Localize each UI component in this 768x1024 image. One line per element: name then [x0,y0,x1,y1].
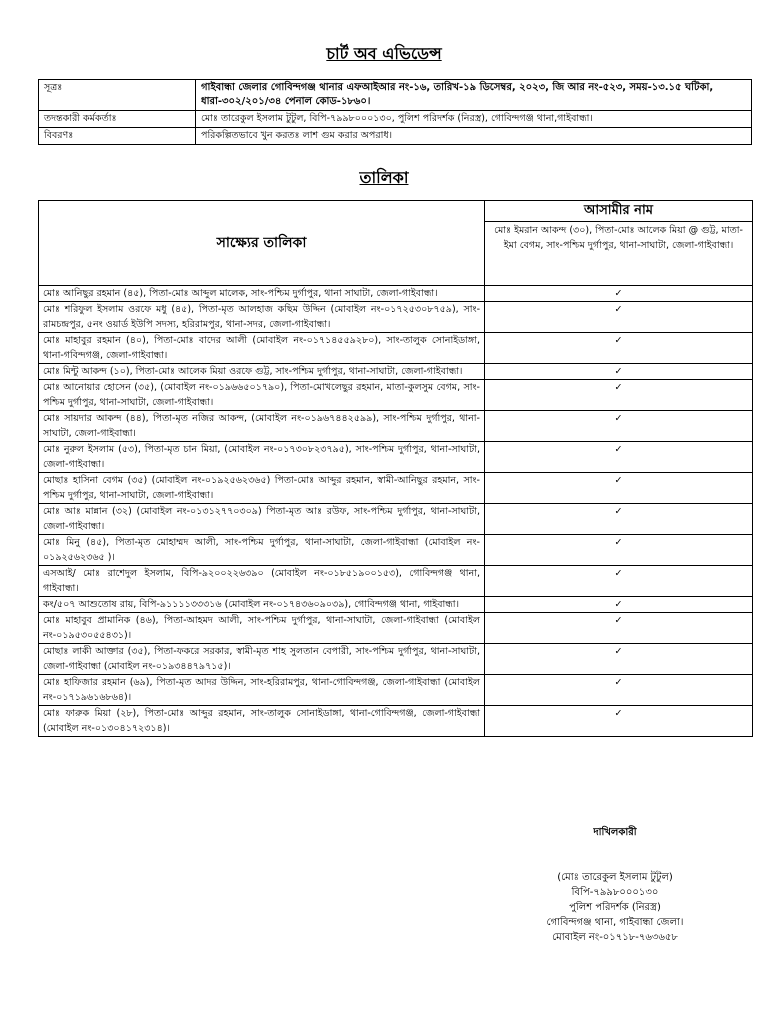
description-label: বিবরণঃ [39,128,196,145]
table-row [39,380,753,411]
check-mark-icon: ✓ [485,380,753,411]
accused-header-label: আসামীর নাম [485,201,752,222]
witness-cell: এসআই/ মোঃ রাশেদুল ইসলাম, বিপি-৯২০০২২৬৩৯০ (মোবাইল নং-০১৮৫১৯০০১৫৩), গোবিন্দগঞ্জ থানা, গাইবান্ধা। [39,566,485,597]
table-row [39,613,753,644]
witness-cell: মোছাঃ হাসিনা বেগম (৩৫) (মোবাইল নং-০১৯২৫৬২৩৬৫) পিতা-মোঃ আব্দুর রহমান, স্বামী-আনিছুর রহমান, সাং-পশ্চিম দুর্গাপুর, থানা-সাঘাটা, জেলা-গাইবান্ধা। [39,473,485,504]
check-mark-icon: ✓ [485,613,753,644]
table-row [39,504,753,535]
source-label: সূত্রঃ [39,80,196,111]
table-row [39,675,753,706]
accused-column-header [485,201,753,286]
table-row [39,411,753,442]
check-mark-icon: ✓ [485,442,753,473]
witness-cell: মোঃ আনোয়ার হোসেন (৩৫), (মোবাইল নং-০১৯৬৬৫০১৭৯০), পিতা-মোখলেছুর রহমান, মাতা-কুলসুম বেগম, সাং-পশ্চিম দুর্গাপুর, থানা-সাঘাটা, জেলা-গাইবান্ধা। [39,380,485,411]
officer-row [39,111,752,128]
list-title: তালিকা [359,168,409,187]
witness-cell: মোঃ শরিফুল ইসলাম ওরফে মধু (৪৫), পিতা-মৃত আলহাজ কছিম উদ্দিন (মোবাইল নং-০১৭২৫৩০৮৭৫৯), সাং-রামচন্দ্রপুর, ৫নং ওয়ার্ড ইউপি সদস্য, হরিরামপুর, থানা-সদর, জেলা-গাইবান্ধা। [39,302,485,333]
check-mark-icon: ✓ [485,286,753,302]
check-mark-icon: ✓ [485,566,753,597]
description-row [39,128,752,145]
table-header-row [39,201,753,286]
table-row [39,302,753,333]
witness-cell: মোছাঃ লাকী আক্তার (৩৫), পিতা-ফকরে সরকার, স্বামী-মৃত শাহ সুলতান বেপারী, সাং-পশ্চিম দুর্গাপুর, থানা-সাঘাটা, জেলা-গাইবান্ধা (মোবাইল নং-০১৯৩৪৪৭৯৭১৫)। [39,644,485,675]
table-row [39,566,753,597]
table-row [39,473,753,504]
witness-cell: মোঃ সায়দার আকন্দ (৪৪), পিতা-মৃত নজির আকন্দ, (মোবাইল নং-০১৯৬৭৪৪২৫৯৯), সাং-পশ্চিম দুর্গাপুর, থানা-সাঘাটা, জেলা-গাইবান্ধা। [39,411,485,442]
check-mark-icon: ✓ [485,411,753,442]
witness-cell: মোঃ আঃ মান্নান (৩২) (মোবাইল নং-০১৩১২৭৭০৩০৯) পিতা-মৃত আঃ রউফ, সাং-পশ্চিম দুর্গাপুর, থানা-সাঘাটা, জেলা-গাইবান্ধা। [39,504,485,535]
accused-name: মোঃ ইমরান আকন্দ (৩০), পিতা-মোঃ আলেক মিয়া @ গুট্ট, মাতা-ইমা বেগম, সাং-পশ্চিম দুর্গাপুর, থানা-সাঘাটা, জেলা-গাইবান্ধা। [494,225,743,251]
table-row [39,286,753,302]
document-title: চার্ট অব এভিডেন্স [326,44,442,63]
check-mark-icon: ✓ [485,675,753,706]
signatory-name: (মোঃ তারেকুল ইসলাম টুটুল) [557,872,673,883]
check-mark-icon: ✓ [485,644,753,675]
witness-cell: মোঃ মাহাবুর রহমান (৪০), পিতা-মোঃ বাদের আলী (মোবাইল নং-০১৭১৪৫৫৯২৮০), সাং-তালুক সোনাইডাঙ্গা, থানা-গবিন্দগঞ্জ, জেলা-গাইবান্ধা। [39,333,485,364]
witness-cell: মোঃ ফারুক মিয়া (২৮), পিতা-মোঃ আব্দুর রহমান, সাং-তালুক সোনাইডাঙ্গা, থানা-গোবিন্দগঞ্জ, জেলা-গাইবান্ধা (মোবাইল নং-০১৩০৪১৭২৩১৪)। [39,706,485,737]
officer-label: তদন্তকারী কর্মকর্তাঃ [39,111,196,128]
table-row [39,364,753,380]
table-row [39,644,753,675]
table-row [39,706,753,737]
signatory-station: গোবিন্দগঞ্জ থানা, গাইবান্ধা জেলা। [546,917,684,928]
witness-cell: মোঃ নুরুল ইসলাম (৫৩), পিতা-মৃত চান মিয়া, (মোবাইল নং-০১৭৩০৮২৩৭৯৫), সাং-পশ্চিম দুর্গাপুর, থানা-সাঘাটা, জেলা-গাইবান্ধা। [39,442,485,473]
check-mark-icon: ✓ [485,364,753,380]
witness-cell: মোঃ মিনু (৪৫), পিতা-মৃত মোহাম্মদ আলী, সাং-পশ্চিম দুর্গাপুর, থানা-সাঘাটা, জেলা-গাইবান্ধা (মোবাইল নং- ০১৯২৫৬২৩৬৫ )। [39,535,485,566]
table-row [39,597,753,613]
witness-cell: মোঃ হাফিজার রহমান (৬৯), পিতা-মৃত আদর উদ্দিন, সাং-হরিরামপুর, থানা-গোবিন্দগঞ্জ, জেলা-গাইবান্ধা (মোবাইল নং-০১৭১৯৬১৬৮৬৪)। [39,675,485,706]
table-row [39,333,753,364]
table-row [39,442,753,473]
description-value: পরিকল্পিতভাবে খুন করতঃ লাশ গুম করার অপরাধ। [196,128,752,145]
signature-block [490,870,740,945]
witness-cell: মোঃ মিন্টু আকন্দ (১০), পিতা-মোঃ আলেক মিয়া ওরফে গুট্ট, সাং-পশ্চিম দুর্গাপুর, থানা-সাঘাটা, জেলা-গাইবান্ধা। [39,364,485,380]
check-mark-icon: ✓ [485,535,753,566]
witness-cell: মোঃ মাহাবুব প্রামানিক (৪৬), পিতা-আহমদ আলী, সাং-পশ্চিম দুর্গাপুর, থানা-সাঘাটা, জেলা-গাইবান্ধা (মোবাইল নং-০১৯৫৩০৫৫৪৩১)। [39,613,485,644]
check-mark-icon: ✓ [485,473,753,504]
check-mark-icon: ✓ [485,706,753,737]
signatory-rank: পুলিশ পরিদর্শক (নিরস্ত্র) [569,902,661,913]
check-mark-icon: ✓ [485,333,753,364]
case-info-table [38,79,752,145]
source-row [39,80,752,111]
check-mark-icon: ✓ [485,302,753,333]
signatory-bp: বিপি-৭৯৯৮০০০১৩০ [571,887,659,898]
table-row [39,535,753,566]
check-mark-icon: ✓ [485,597,753,613]
check-mark-icon: ✓ [485,504,753,535]
signatory-mobile: মোবাইল নং-০১৭১৮-৭৬৩৬৫৮ [552,932,678,943]
witness-cell: কং/৫০৭ আশুতোষ রায়, বিপি-৯১১১১৩৩৩১৬ (মোবাইল নং-০১৭৪৩৬০৯০৩৯), গোবিন্দগঞ্জ থানা, গাইবান্ধা। [39,597,485,613]
witness-cell: মোঃ আনিছুর রহমান (৪৫), পিতা-মোঃ আব্দুল মালেক, সাং-পশ্চিম দুর্গাপুর, থানা সাঘাটা, জেলা-গাইবান্ধা। [39,286,485,302]
source-value: গাইবান্ধা জেলার গোবিন্দগঞ্জ থানার এফআইআর নং-১৬, তারিখ-১৯ ডিসেম্বর, ২০২৩, জি আর নং-৫২৩, সময়-১৩.১৫ ঘটিকা, ধারা-৩০২/২০১/৩৪ পেনাল কোড-১৮৬০। [196,80,752,111]
evidence-table [38,200,753,737]
officer-value: মোঃ তারেকুল ইসলাম টুটুল, বিপি-৭৯৯৮০০০১৩০, পুলিশ পরিদর্শক (নিরস্ত্র), গোবিন্দগঞ্জ থানা,গাইবান্ধা। [196,111,752,128]
submitter-label: দাখিলকারী [593,827,637,838]
evidence-column-header: সাক্ষ্যের তালিকা [39,201,485,286]
